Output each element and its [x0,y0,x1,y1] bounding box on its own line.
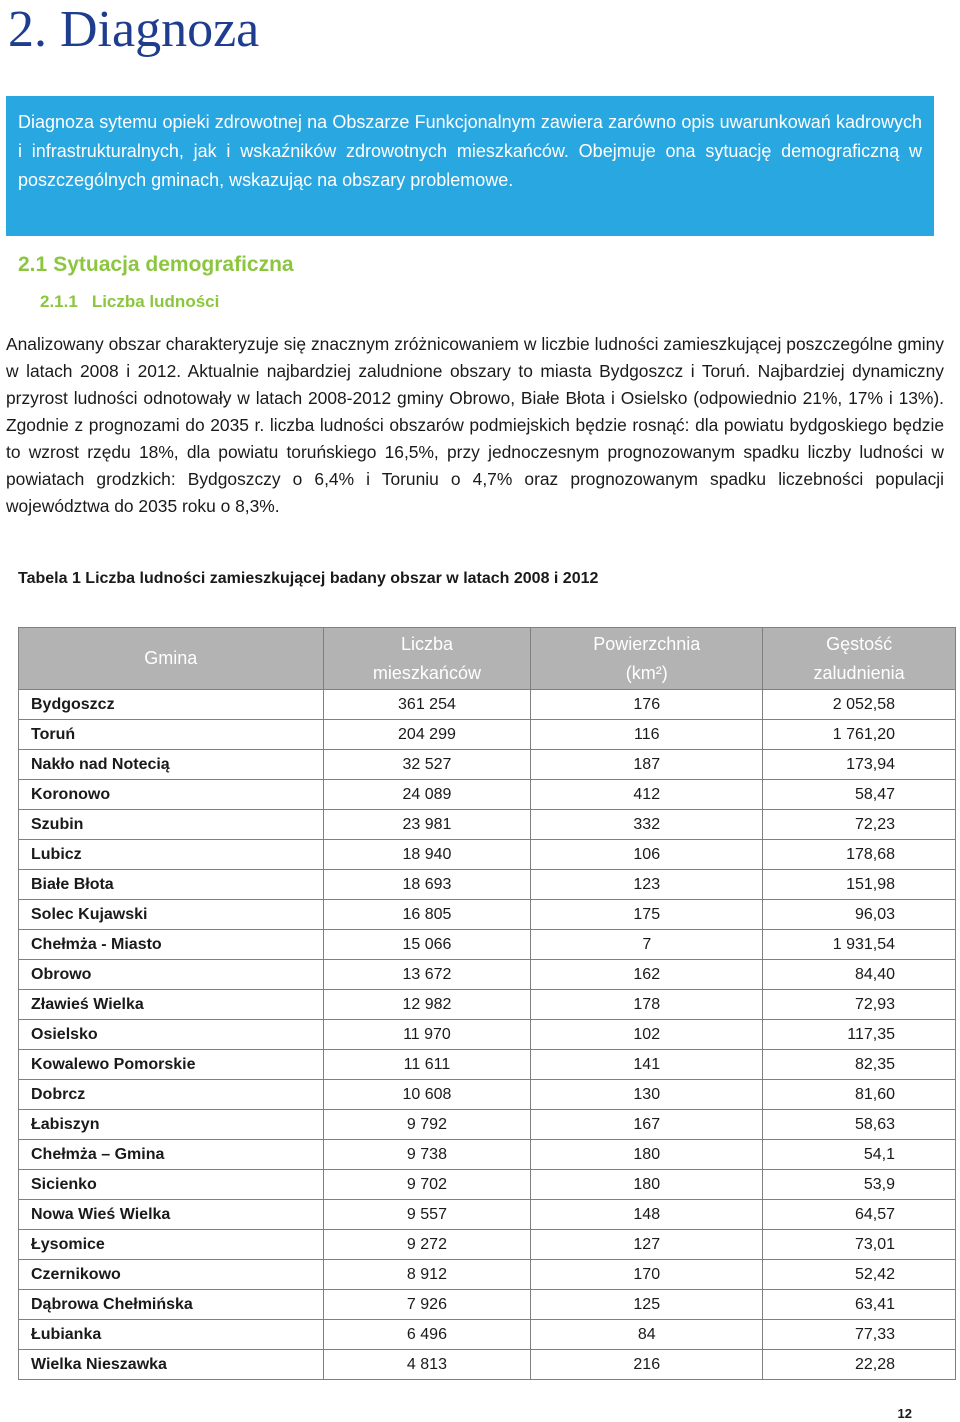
table-row [19,1350,956,1380]
chapter-title: 2. Diagnoza [8,1,260,58]
table-caption: Tabela 1 Liczba ludności zamieszkującej badany obszar w latach 2008 i 2012 [18,570,599,587]
cell-area: 148 [531,1200,763,1230]
cell-population: 9 792 [323,1110,531,1140]
cell-density: 53,9 [763,1170,956,1200]
cell-gmina: Dąbrowa Chełmińska [19,1290,324,1320]
section-title: Sytuacja demograficzna [53,253,294,276]
cell-density: 173,94 [763,750,956,780]
cell-population: 9 557 [323,1200,531,1230]
cell-area: 176 [531,690,763,720]
cell-density: 72,23 [763,810,956,840]
cell-density: 84,40 [763,960,956,990]
section-heading [18,250,294,280]
table-row [19,1020,956,1050]
cell-population: 11 611 [323,1050,531,1080]
table-row [19,1080,956,1110]
table-row [19,1170,956,1200]
cell-density: 1 761,20 [763,720,956,750]
table-row [19,1110,956,1140]
section-number: 2.1 [18,253,48,276]
cell-density: 151,98 [763,870,956,900]
cell-gmina: Czernikowo [19,1260,324,1290]
cell-gmina: Białe Błota [19,870,324,900]
table-row [19,930,956,960]
cell-density: 58,63 [763,1110,956,1140]
table-row [19,870,956,900]
cell-gmina: Nowa Wieś Wielka [19,1200,324,1230]
table-row [19,1050,956,1080]
cell-area: 412 [531,780,763,810]
cell-density: 63,41 [763,1290,956,1320]
cell-density: 2 052,58 [763,690,956,720]
cell-gmina: Szubin [19,810,324,840]
cell-population: 18 940 [323,840,531,870]
cell-area: 106 [531,840,763,870]
cell-population: 8 912 [323,1260,531,1290]
cell-area: 125 [531,1290,763,1320]
cell-gmina: Zławieś Wielka [19,990,324,1020]
cell-gmina: Bydgoszcz [19,690,324,720]
table-row [19,690,956,720]
cell-density: 77,33 [763,1320,956,1350]
subsection-title: Liczba ludności [91,292,220,311]
cell-area: 178 [531,990,763,1020]
cell-population: 12 982 [323,990,531,1020]
cell-gmina: Koronowo [19,780,324,810]
header-area: Powierzchnia (km²) [531,628,763,690]
cell-area: 84 [531,1320,763,1350]
cell-area: 141 [531,1050,763,1080]
cell-density: 64,57 [763,1200,956,1230]
cell-gmina: Sicienko [19,1170,324,1200]
cell-gmina: Wielka Nieszawka [19,1350,324,1380]
cell-population: 10 608 [323,1080,531,1110]
table-row [19,960,956,990]
cell-population: 7 926 [323,1290,531,1320]
cell-gmina: Solec Kujawski [19,900,324,930]
cell-area: 170 [531,1260,763,1290]
table-row [19,1140,956,1170]
cell-area: 127 [531,1230,763,1260]
table-row [19,1260,956,1290]
table-row [19,1290,956,1320]
cell-area: 180 [531,1170,763,1200]
page-number: 12 [897,1406,912,1421]
cell-area: 7 [531,930,763,960]
cell-density: 73,01 [763,1230,956,1260]
table-row [19,900,956,930]
cell-gmina: Lubicz [19,840,324,870]
cell-density: 52,42 [763,1260,956,1290]
table-row [19,750,956,780]
cell-gmina: Łabiszyn [19,1110,324,1140]
table-row [19,990,956,1020]
table-row [19,1230,956,1260]
cell-gmina: Obrowo [19,960,324,990]
cell-area: 162 [531,960,763,990]
table-row [19,840,956,870]
cell-population: 16 805 [323,900,531,930]
cell-population: 23 981 [323,810,531,840]
cell-gmina: Dobrcz [19,1080,324,1110]
cell-population: 9 738 [323,1140,531,1170]
cell-area: 332 [531,810,763,840]
cell-population: 11 970 [323,1020,531,1050]
cell-area: 187 [531,750,763,780]
cell-gmina: Nakło nad Notecią [19,750,324,780]
header-population: Liczba mieszkańców [323,628,531,690]
subsection-number: 2.1.1 [40,292,78,311]
cell-density: 1 931,54 [763,930,956,960]
cell-area: 216 [531,1350,763,1380]
cell-density: 22,28 [763,1350,956,1380]
cell-area: 116 [531,720,763,750]
table-row [19,720,956,750]
table-body [19,690,956,1380]
header-gmina: Gmina [19,628,324,690]
cell-population: 204 299 [323,720,531,750]
cell-area: 167 [531,1110,763,1140]
cell-area: 175 [531,900,763,930]
cell-density: 178,68 [763,840,956,870]
cell-gmina: Łysomice [19,1230,324,1260]
cell-density: 117,35 [763,1020,956,1050]
cell-density: 82,35 [763,1050,956,1080]
cell-gmina: Chełmża - Miasto [19,930,324,960]
cell-density: 81,60 [763,1080,956,1110]
cell-gmina: Chełmża – Gmina [19,1140,324,1170]
subsection-heading [40,289,219,315]
cell-area: 123 [531,870,763,900]
cell-density: 96,03 [763,900,956,930]
cell-density: 54,1 [763,1140,956,1170]
cell-population: 361 254 [323,690,531,720]
cell-density: 72,93 [763,990,956,1020]
table-header-row [19,628,956,690]
cell-gmina: Toruń [19,720,324,750]
cell-area: 130 [531,1080,763,1110]
cell-population: 13 672 [323,960,531,990]
cell-population: 6 496 [323,1320,531,1350]
cell-area: 102 [531,1020,763,1050]
cell-gmina: Kowalewo Pomorskie [19,1050,324,1080]
cell-area: 180 [531,1140,763,1170]
table-row [19,780,956,810]
cell-density: 58,47 [763,780,956,810]
cell-gmina: Osielsko [19,1020,324,1050]
cell-gmina: Łubianka [19,1320,324,1350]
table-row [19,1320,956,1350]
header-density: Gęstość zaludnienia [763,628,956,690]
body-paragraph: Analizowany obszar charakteryzuje się znacznym zróżnicowaniem w liczbie ludności zamieszkującej poszczególne gminy w latach 2008 i 2012. Aktualnie najbardziej zaludnione obszary to miasta Bydgoszcz i Toruń. Najbardziej dynamiczny przyrost ludności odnotowały w latach 2008-2012 gminy Obrowo, Białe Błota i Osielsko (odpowiednio 21%, 17% i 13%). Zgodnie z prognozami do 2035 r. liczba ludności obszarów podmiejskich będzie rosnąć: dla powiatu bydgoskiego będzie to wzrost rzędu 18%, dla powiatu toruńskiego 16,5%, przy jednoczesnym prognozowanym spadku liczby ludności w powiatach grodzkich: Bydgoszczy o 6,4% i Toruniu o 4,7% oraz prognozowanym spadku liczebności populacji województwa do 2035 roku o 8,3%. [6,334,944,516]
intro-text: Diagnoza sytemu opieki zdrowotnej na Obszarze Funkcjonalnym zawiera zarówno opis uwarunkowań kadrowych i infrastrukturalnych, jak i wskaźników zdrowotnych mieszkańców. Obejmuje ona sytuację demograficzną w poszczególnych gminach, wskazując na obszary problemowe. [18,112,922,190]
cell-population: 9 702 [323,1170,531,1200]
cell-population: 24 089 [323,780,531,810]
cell-population: 4 813 [323,1350,531,1380]
intro-box [6,96,934,236]
cell-population: 32 527 [323,750,531,780]
cell-population: 9 272 [323,1230,531,1260]
table-row [19,1200,956,1230]
population-table [18,627,956,1380]
table-row [19,810,956,840]
cell-population: 15 066 [323,930,531,960]
cell-population: 18 693 [323,870,531,900]
